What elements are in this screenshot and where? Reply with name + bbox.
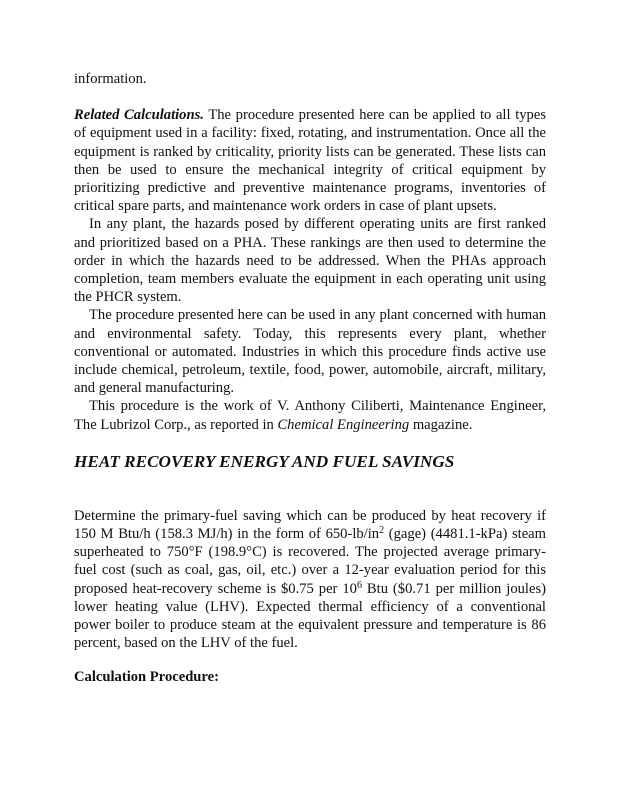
credit-text: This procedure is the work of V. Anthony Ciliberti, Maintenance Engineer, The Lubrizol Corp., as reported in: [74, 398, 546, 433]
related-calculations-body: The procedure presented here can be applied to all types of equipment used in a facility: fixed, rotating, and instrumentation. Once all the equipment is ranked by criticality, priority lists can be generated. These lists can then be used to ensure the mechanical integrity of critical equipment by prioritizing predictive and preventive maintenance programs, inventories of critical spare parts, and maintenance work orders in case of plant upsets.: [74, 107, 546, 215]
superscript-2: 2: [379, 525, 385, 537]
related-calculations-heading: Related Calculations.: [74, 107, 204, 124]
calculation-procedure-heading: Calculation Procedure:: [74, 669, 219, 686]
document-page: [74, 70, 546, 687]
superscript-6: 6: [356, 579, 362, 591]
section-title: HEAT RECOVERY ENERGY AND FUEL SAVINGS: [74, 451, 455, 471]
problem-statement: [74, 507, 546, 653]
pha-paragraph: In any plant, the hazards posed by different operating units are first ranked and prioritized based on a PHA. These rankings are then used to determine the order in which the hazards need to be addressed. When the PHAs approach completion, team members evaluate the equipment in each operating unit using the PHCR system.: [74, 216, 546, 306]
problem-text-3: Btu ($0.71 per million joules) lower heating value (LHV). Expected thermal efficiency of a conventional power boiler to produce steam at the equivalent pressure and temperature is 86 percent, based on the LHV of the fuel.: [74, 580, 546, 652]
related-calculations-paragraph: [74, 106, 546, 215]
credit-suffix: magazine.: [409, 416, 473, 433]
problem-text-2: (gage) (4481.1-kPa) steam superheated to 750°F (198.9°C) is recovered. The projected average primary-fuel cost (such as coal, gas, oil, etc.) over a 12-year evaluation period for this proposed heat-recovery scheme is $0.75 per 10: [74, 526, 547, 597]
problem-text-1: Determine the primary-fuel saving which can be produced by heat recovery if 150 M Btu/h (158.3 MJ/h) in the form of 650-lb/in: [74, 507, 546, 543]
continued-text: information.: [74, 71, 147, 87]
industries-paragraph: The procedure presented here can be used in any plant concerned with human and environmental safety. Today, this represents every plant, whether conventional or automated. Industries in which this procedure finds active use include chemical, petroleum, textile, food, power, automobile, aircraft, military, and general manufacturing.: [74, 307, 546, 397]
credit-source: Chemical Engineering: [277, 416, 410, 433]
credit-paragraph: [74, 397, 546, 433]
